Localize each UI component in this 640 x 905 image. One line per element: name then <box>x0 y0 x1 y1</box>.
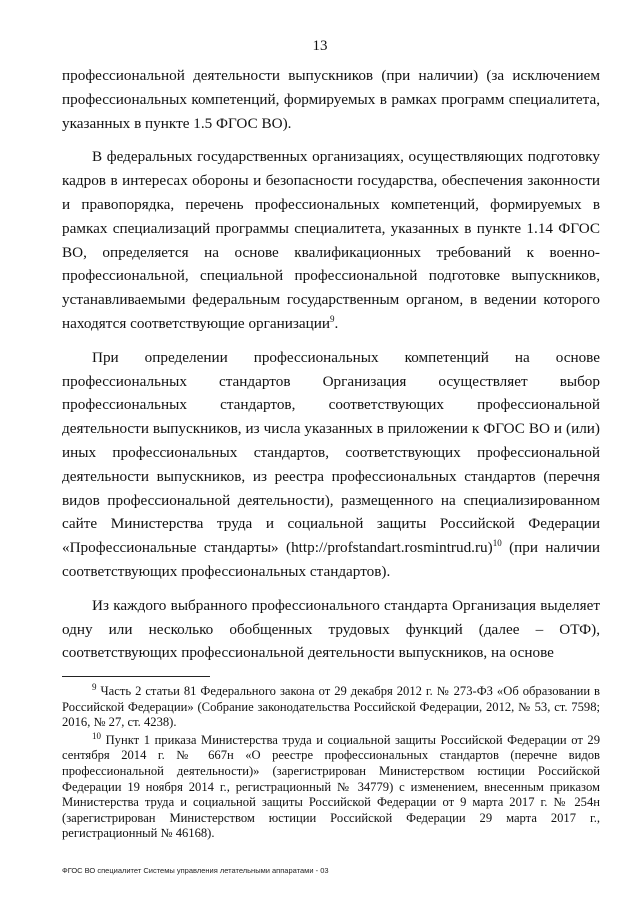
paragraph-2 <box>62 145 600 335</box>
footnotes <box>62 681 600 844</box>
footnote-10 <box>62 730 600 842</box>
footnote-9 <box>62 681 600 731</box>
paragraph-3 <box>62 346 600 584</box>
footnote-separator <box>62 676 210 677</box>
paragraph-1: профессиональной деятельности выпускников (при наличии) (за исключением профессиональных компетенций, формируемых в рамках программ специалитета, указанных в пункте 1.5 ФГОС ВО). <box>62 67 600 132</box>
paragraph-4: Из каждого выбранного профессионального стандарта Организация выделяет одну или несколько обобщенных трудовых функций (далее – ОТФ), соответствующих профессиональной деятельности выпускников, на основе <box>62 596 600 662</box>
paragraph-2-tail: . <box>334 314 339 332</box>
paragraph-3-tail: (при наличии соответствующих профессиональных стандартов). <box>62 539 601 580</box>
main-text <box>62 64 600 675</box>
page-footer: ФГОС ВО специалитет Системы управления летательными аппаратами - 03 <box>62 866 329 875</box>
footnote-mark: 9 <box>92 681 97 692</box>
footnote-ref-9: 9 <box>329 313 335 324</box>
paragraph-3-text: При определении профессиональных компетенций на основе профессиональных стандартов Организация осуществляет выбор профессиональных стандартов, соответствующих профессиональной деятельности выпускников, из числа указанных в приложении к ФГОС ВО и (или) иных профессиональных стандартов, соответствующих профессиональной деятельности выпускников, из реестра профессиональных стандартов (перечня видов профессиональной деятельности), размещенного на специализированном сайте Министерства труда и социальной защиты Российской Федерации «Профессиональные стандарты» (http://profstandart.rosmintrud.ru) <box>62 348 600 557</box>
paragraph-2-text: В федеральных государственных организациях, осуществляющих подготовку кадров в интересах обороны и безопасности государства, обеспечения законности и правопорядка, перечень профессиональных компетенций, формируемых в рамках специализаций программы специалитета, указанных в пункте 1.14 ФГОС ВО, определяется на основе квалификационных требований к военно-профессиональной, специальной профессиональной подготовке выпускников, устанавливаемыми федеральным государственным органом, в ведении которого находятся соответствующие организации <box>62 148 600 332</box>
footnote-ref-10: 10 <box>492 538 502 549</box>
footnote-text: Пункт 1 приказа Министерства труда и социальной защиты Российской Федерации от 29 сентября 2014 г. № 667н «О реестре профессиональных стандартов (перечне видов профессиональной деятельности)» (зарегистрирован Министерством юстиции Российской Федерации 19 ноября 2014 г., регистрационный № 34779) с изменением, внесенным приказом Министерства труда и социальной защиты Российской Федерации от 9 марта 2017 г. № 254н (зарегистрирован Министерством юстиции Российской Федерации 29 марта 2017 г., регистрационный № 46168). <box>62 732 600 841</box>
footnote-mark: 10 <box>92 730 101 741</box>
footnote-text: Часть 2 статьи 81 Федерального закона от 29 декабря 2012 г. № 273-ФЗ «Об образовании в Российской Федерации» (Собрание законодательства Российской Федерации, 2012, № 53, ст. 7598; 2016, № 27, ст. 4238). <box>62 684 600 730</box>
page-number: 13 <box>312 38 328 54</box>
